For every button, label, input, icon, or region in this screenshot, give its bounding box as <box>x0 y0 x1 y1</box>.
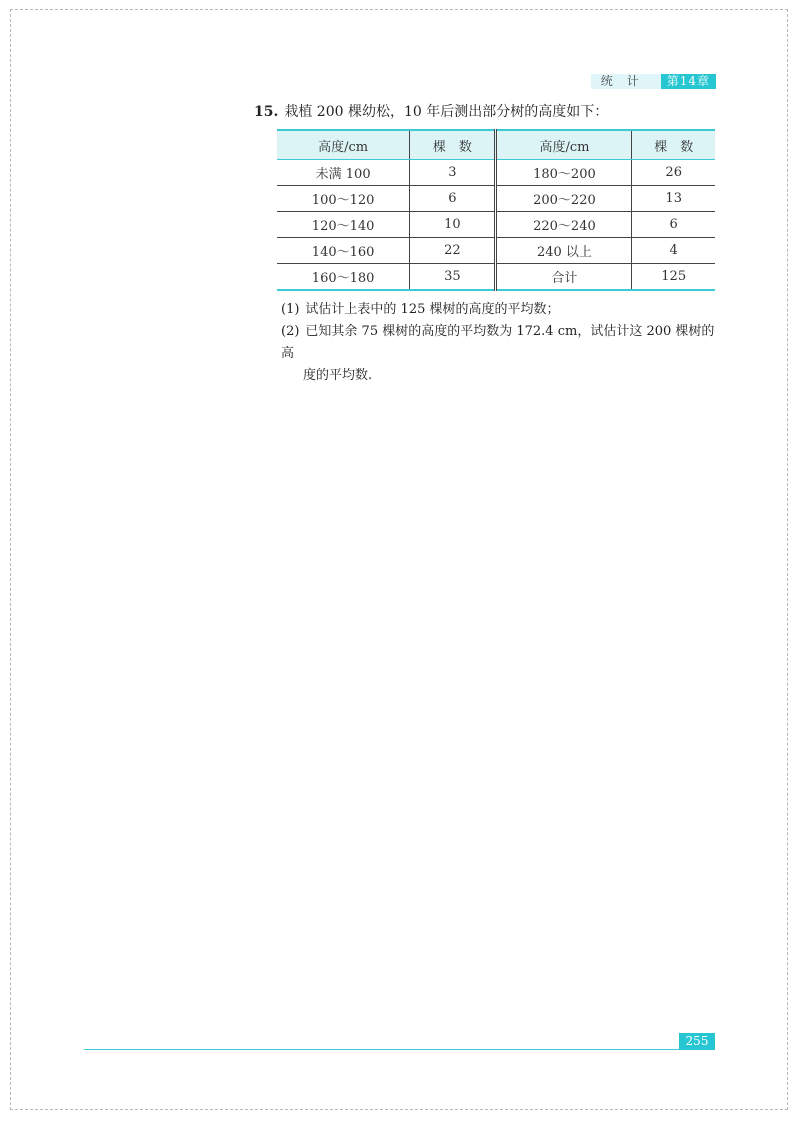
table-cell: 200～220 <box>496 186 632 212</box>
sub-question-text: 试估计上表中的 125 棵树的高度的平均数； <box>305 302 560 317</box>
col-header-count-2: 棵 数 <box>632 130 715 160</box>
header-section-title: 统计 <box>591 74 661 89</box>
height-frequency-table <box>277 129 715 291</box>
table-cell: 合计 <box>496 264 632 291</box>
problem-number: 15. <box>254 104 279 120</box>
table-cell: 35 <box>410 264 496 291</box>
table-cell: 26 <box>632 160 715 186</box>
footer-rule <box>84 1049 714 1050</box>
table-cell: 120～140 <box>277 212 410 238</box>
problem-text: 栽植 200 棵幼松，10 年后测出部分树的高度如下： <box>284 104 609 120</box>
sub-question-text: 已知其余 75 棵树的高度的平均数为 172.4 cm，试估计这 200 棵树的高 <box>281 324 715 361</box>
sub-question-label: (2) <box>281 324 300 339</box>
table-row <box>277 264 715 291</box>
table-row <box>277 186 715 212</box>
running-header <box>591 74 716 89</box>
page-number: 255 <box>679 1033 715 1050</box>
table-cell: 22 <box>410 238 496 264</box>
table-header-row <box>277 130 715 160</box>
table-cell: 4 <box>632 238 715 264</box>
table-row <box>277 160 715 186</box>
table-cell: 160～180 <box>277 264 410 291</box>
sub-question-text-continuation: 度的平均数. <box>303 368 373 383</box>
table-row <box>277 238 715 264</box>
header-chapter-label: 第14章 <box>661 74 716 89</box>
table-cell: 6 <box>410 186 496 212</box>
table-cell: 180～200 <box>496 160 632 186</box>
table-cell: 3 <box>410 160 496 186</box>
col-header-height-1: 高度/cm <box>277 130 410 160</box>
table-row <box>277 212 715 238</box>
col-header-count-1: 棵 数 <box>410 130 496 160</box>
table-cell: 100～120 <box>277 186 410 212</box>
col-header-height-2: 高度/cm <box>496 130 632 160</box>
sub-question-2 <box>281 321 721 387</box>
table-cell: 240 以上 <box>496 238 632 264</box>
table-cell: 6 <box>632 212 715 238</box>
sub-question-1 <box>281 299 560 321</box>
table-cell: 10 <box>410 212 496 238</box>
problem-statement <box>254 103 608 121</box>
table-cell: 220～240 <box>496 212 632 238</box>
table-cell: 未满 100 <box>315 167 371 182</box>
table-cell: 140～160 <box>277 238 410 264</box>
sub-question-label: (1) <box>281 302 300 317</box>
table-cell: 13 <box>632 186 715 212</box>
table-cell: 125 <box>632 264 715 291</box>
